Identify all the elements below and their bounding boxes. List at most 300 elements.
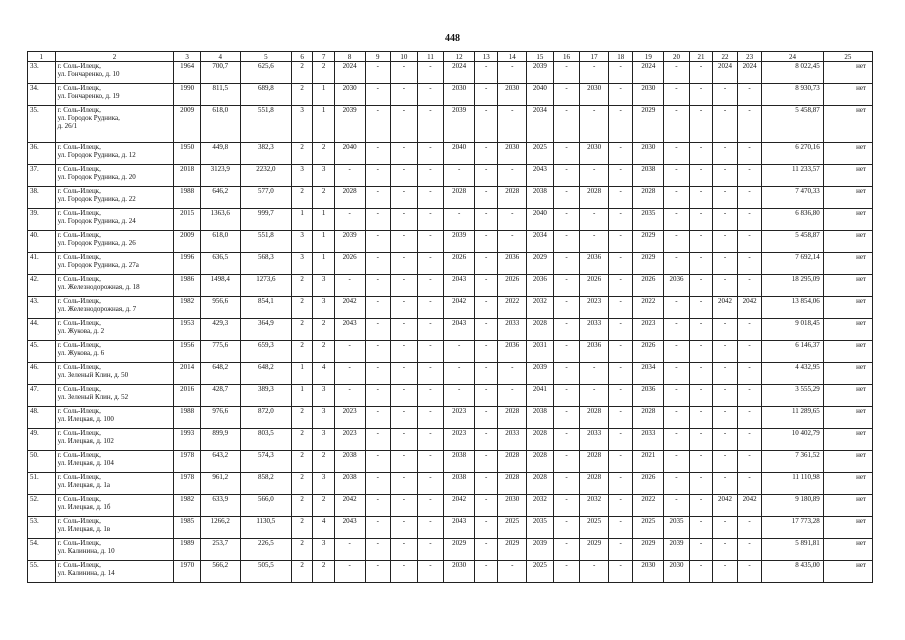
address-line: г. Соль-Илецк, — [57, 495, 101, 503]
address-cell — [55, 253, 174, 275]
address-line: ул. Городок Рудника, д. 12 — [57, 151, 136, 159]
data-cell: 2039 — [527, 363, 554, 385]
column-header-4: 4 — [200, 52, 240, 62]
data-cell: - — [553, 106, 580, 143]
data-cell: - — [498, 231, 527, 253]
address-line: ул. Городок Рудника, — [57, 114, 120, 122]
data-cell: 2 — [291, 429, 312, 451]
row-number: 44. — [28, 319, 56, 341]
data-cell: - — [365, 495, 391, 517]
data-cell: 2028 — [580, 187, 609, 209]
data-cell: 2028 — [580, 451, 609, 473]
data-cell: - — [553, 209, 580, 231]
data-cell: 2026 — [498, 275, 527, 297]
data-cell: 3 — [313, 385, 334, 407]
data-cell: - — [689, 539, 713, 561]
row-number: 40. — [28, 231, 56, 253]
row-number: 55. — [28, 561, 56, 583]
column-header-11: 11 — [417, 52, 444, 62]
data-cell: - — [689, 495, 713, 517]
column-header-16: 16 — [553, 52, 580, 62]
data-cell: 2 — [313, 561, 334, 583]
data-cell: 3 — [313, 165, 334, 187]
data-cell: - — [474, 341, 498, 363]
data-cell: 2033 — [633, 429, 664, 451]
data-cell: 648,2 — [240, 363, 291, 385]
data-cell: 2038 — [334, 473, 365, 495]
data-cell: 2042 — [444, 297, 475, 319]
data-cell: - — [553, 363, 580, 385]
data-cell: 2040 — [334, 143, 365, 165]
address-line: ул. Зеленый Клин, д. 52 — [57, 393, 129, 401]
flag-cell: нет — [823, 451, 872, 473]
data-cell: 2022 — [633, 495, 664, 517]
data-cell: - — [689, 429, 713, 451]
cost-cell: 6 836,80 — [762, 209, 823, 231]
table-row — [28, 297, 873, 319]
data-cell: - — [664, 209, 690, 231]
data-cell: 2043 — [444, 319, 475, 341]
row-number: 42. — [28, 275, 56, 297]
data-cell: 2038 — [334, 451, 365, 473]
row-number: 48. — [28, 407, 56, 429]
address-line: г. Соль-Илецк, — [57, 253, 101, 261]
table-row — [28, 275, 873, 297]
row-number: 45. — [28, 341, 56, 363]
cost-cell: 3 555,29 — [762, 385, 823, 407]
data-cell: 2040 — [444, 143, 475, 165]
data-cell: - — [737, 143, 762, 165]
address-cell — [55, 451, 174, 473]
data-cell: - — [391, 451, 418, 473]
data-cell: 2030 — [664, 561, 690, 583]
address-cell — [55, 143, 174, 165]
address-line: ул. Илецкая, д. 104 — [57, 459, 114, 467]
data-cell: 2 — [313, 62, 334, 84]
data-cell: - — [391, 165, 418, 187]
flag-cell: нет — [823, 106, 872, 143]
table-row — [28, 319, 873, 341]
flag-cell: нет — [823, 253, 872, 275]
data-cell: 2036 — [498, 253, 527, 275]
column-header-17: 17 — [580, 52, 609, 62]
flag-cell: нет — [823, 275, 872, 297]
data-cell: 2042 — [737, 297, 762, 319]
data-cell: 3 — [313, 539, 334, 561]
data-cell: - — [444, 385, 475, 407]
data-cell: - — [553, 451, 580, 473]
data-cell: 1 — [313, 106, 334, 143]
data-cell: - — [664, 62, 690, 84]
cost-cell: 11 233,57 — [762, 165, 823, 187]
data-cell: 2029 — [633, 539, 664, 561]
data-cell: 700,7 — [200, 62, 240, 84]
data-cell: - — [737, 106, 762, 143]
data-cell: 2028 — [498, 407, 527, 429]
data-cell: - — [713, 561, 738, 583]
row-number: 37. — [28, 165, 56, 187]
data-cell: 1363,6 — [200, 209, 240, 231]
cost-cell: 5 891,81 — [762, 539, 823, 561]
data-cell: 2030 — [334, 84, 365, 106]
data-cell: - — [417, 561, 444, 583]
data-cell: - — [365, 407, 391, 429]
data-cell: 2034 — [527, 231, 554, 253]
data-cell: - — [417, 297, 444, 319]
data-cell: - — [498, 561, 527, 583]
column-header-20: 20 — [664, 52, 690, 62]
data-cell: 1 — [313, 231, 334, 253]
data-cell: - — [664, 451, 690, 473]
data-cell: 2 — [291, 495, 312, 517]
data-cell: - — [417, 341, 444, 363]
data-cell: - — [334, 275, 365, 297]
data-cell: - — [417, 143, 444, 165]
data-cell: 1 — [291, 363, 312, 385]
data-cell: 636,5 — [200, 253, 240, 275]
row-number: 38. — [28, 187, 56, 209]
data-cell: 2016 — [174, 385, 201, 407]
data-cell: - — [334, 209, 365, 231]
flag-cell: нет — [823, 231, 872, 253]
data-cell: - — [689, 84, 713, 106]
data-cell: - — [713, 187, 738, 209]
data-cell: 872,0 — [240, 407, 291, 429]
data-cell: - — [608, 561, 633, 583]
cost-cell: 10 402,79 — [762, 429, 823, 451]
row-number: 41. — [28, 253, 56, 275]
data-cell: - — [417, 275, 444, 297]
address-line: ул. Городок Рудника, д. 26 — [57, 239, 136, 247]
data-cell: 2036 — [633, 385, 664, 407]
data-cell: 2024 — [334, 62, 365, 84]
address-line: г. Соль-Илецк, — [57, 275, 101, 283]
data-cell: - — [713, 231, 738, 253]
data-cell: 961,2 — [200, 473, 240, 495]
address-line: ул. Городок Рудника, д. 27а — [57, 261, 139, 269]
data-cell: - — [474, 561, 498, 583]
data-cell: - — [580, 231, 609, 253]
data-cell: 389,3 — [240, 385, 291, 407]
data-cell: - — [365, 517, 391, 539]
data-cell: 2025 — [527, 561, 554, 583]
data-cell: - — [417, 539, 444, 561]
data-cell: 2032 — [580, 495, 609, 517]
data-cell: - — [417, 407, 444, 429]
data-cell: 1953 — [174, 319, 201, 341]
data-cell: - — [689, 517, 713, 539]
data-cell: 2025 — [498, 517, 527, 539]
data-cell: - — [689, 473, 713, 495]
data-cell: 4 — [313, 517, 334, 539]
data-cell: 1993 — [174, 429, 201, 451]
data-cell: - — [474, 539, 498, 561]
data-cell: - — [417, 84, 444, 106]
data-cell: 1985 — [174, 517, 201, 539]
column-header-21: 21 — [689, 52, 713, 62]
data-cell: 2042 — [737, 495, 762, 517]
data-cell: 1996 — [174, 253, 201, 275]
data-cell: - — [553, 62, 580, 84]
column-header-3: 3 — [174, 52, 201, 62]
data-cell: - — [334, 561, 365, 583]
flag-cell: нет — [823, 165, 872, 187]
cost-cell: 6 146,37 — [762, 341, 823, 363]
data-cell: - — [391, 385, 418, 407]
data-cell: - — [391, 495, 418, 517]
data-cell: - — [664, 429, 690, 451]
data-cell: 3 — [313, 429, 334, 451]
data-cell: - — [365, 297, 391, 319]
data-cell: - — [689, 297, 713, 319]
data-cell: 1 — [313, 84, 334, 106]
address-line: г. Соль-Илецк, — [57, 429, 101, 437]
data-cell: 3 — [313, 275, 334, 297]
data-cell: - — [417, 495, 444, 517]
cost-cell: 5 458,87 — [762, 106, 823, 143]
data-cell: - — [664, 297, 690, 319]
address-cell — [55, 319, 174, 341]
data-cell: - — [737, 363, 762, 385]
data-cell: 618,0 — [200, 106, 240, 143]
data-cell: 2028 — [498, 473, 527, 495]
data-cell: 2028 — [498, 187, 527, 209]
data-cell: - — [553, 187, 580, 209]
data-cell: 2030 — [633, 561, 664, 583]
data-cell: - — [391, 341, 418, 363]
column-header-23: 23 — [737, 52, 762, 62]
data-cell: 646,2 — [200, 187, 240, 209]
address-cell — [55, 539, 174, 561]
data-cell: - — [553, 297, 580, 319]
data-cell: - — [553, 385, 580, 407]
address-line: г. Соль-Илецк, — [57, 341, 101, 349]
data-cell: 2232,0 — [240, 165, 291, 187]
data-cell: - — [391, 429, 418, 451]
address-cell — [55, 84, 174, 106]
data-cell: - — [689, 319, 713, 341]
table-row — [28, 106, 873, 143]
column-header-2: 2 — [55, 52, 174, 62]
data-cell: 2033 — [498, 429, 527, 451]
table-row — [28, 253, 873, 275]
data-cell: - — [664, 84, 690, 106]
data-cell: 633,9 — [200, 495, 240, 517]
data-cell: 2039 — [527, 62, 554, 84]
data-cell: 2021 — [633, 451, 664, 473]
data-cell: - — [689, 451, 713, 473]
data-cell: 2028 — [527, 319, 554, 341]
data-cell: 2043 — [444, 275, 475, 297]
data-cell: 2030 — [498, 143, 527, 165]
row-number: 35. — [28, 106, 56, 143]
column-header-22: 22 — [713, 52, 738, 62]
data-cell: - — [737, 84, 762, 106]
data-cell: 3 — [313, 407, 334, 429]
data-cell: - — [498, 209, 527, 231]
data-cell: - — [474, 275, 498, 297]
data-cell: - — [365, 473, 391, 495]
address-line: г. Соль-Илецк, — [57, 407, 101, 415]
data-cell: 2014 — [174, 363, 201, 385]
data-cell: - — [334, 385, 365, 407]
data-cell: 2039 — [444, 106, 475, 143]
flag-cell: нет — [823, 341, 872, 363]
data-cell: 3 — [313, 297, 334, 319]
address-line: г. Соль-Илецк, — [57, 106, 101, 114]
data-cell: - — [737, 517, 762, 539]
data-cell: - — [713, 539, 738, 561]
data-cell: - — [391, 62, 418, 84]
data-cell: 2025 — [633, 517, 664, 539]
data-cell: 2031 — [527, 341, 554, 363]
data-cell: - — [713, 319, 738, 341]
data-cell: 2033 — [580, 319, 609, 341]
data-cell: - — [553, 253, 580, 275]
data-cell: - — [608, 253, 633, 275]
data-cell: - — [365, 429, 391, 451]
data-cell: 2028 — [527, 451, 554, 473]
data-cell: - — [474, 385, 498, 407]
data-cell: - — [498, 106, 527, 143]
data-cell: 618,0 — [200, 231, 240, 253]
data-cell: 999,7 — [240, 209, 291, 231]
data-cell: - — [580, 106, 609, 143]
table-row — [28, 385, 873, 407]
data-cell: - — [737, 429, 762, 451]
address-line: г. Соль-Илецк, — [57, 363, 101, 371]
data-cell: - — [737, 187, 762, 209]
data-cell: - — [365, 385, 391, 407]
data-cell: - — [664, 407, 690, 429]
data-cell: 2 — [313, 451, 334, 473]
address-line: г. Соль-Илецк, — [57, 451, 101, 459]
data-cell: 2030 — [633, 84, 664, 106]
data-cell: 2 — [291, 451, 312, 473]
data-cell: - — [391, 539, 418, 561]
data-cell: 3 — [291, 231, 312, 253]
data-cell: 2026 — [334, 253, 365, 275]
data-cell: - — [737, 231, 762, 253]
page-number: 448 — [445, 33, 460, 44]
data-cell: 2035 — [664, 517, 690, 539]
data-cell: - — [498, 385, 527, 407]
data-cell: 2029 — [633, 106, 664, 143]
address-line: ул. Гончаренко, д. 10 — [57, 70, 120, 78]
data-cell: 2026 — [633, 275, 664, 297]
data-cell: - — [689, 341, 713, 363]
data-cell: 2 — [291, 84, 312, 106]
data-cell: - — [689, 253, 713, 275]
data-cell: - — [608, 106, 633, 143]
data-cell: - — [664, 473, 690, 495]
data-cell: - — [417, 209, 444, 231]
data-cell: - — [391, 363, 418, 385]
data-cell: 2018 — [174, 165, 201, 187]
data-cell: 2038 — [444, 451, 475, 473]
data-cell: - — [365, 539, 391, 561]
address-line: г. Соль-Илецк, — [57, 231, 101, 239]
data-cell: - — [474, 106, 498, 143]
data-cell: - — [608, 429, 633, 451]
data-cell: - — [391, 253, 418, 275]
flag-cell: нет — [823, 407, 872, 429]
data-cell: 2 — [291, 539, 312, 561]
housing-repair-table — [27, 51, 873, 583]
data-cell: - — [365, 363, 391, 385]
address-cell — [55, 275, 174, 297]
data-cell: - — [737, 539, 762, 561]
data-cell: 2039 — [444, 231, 475, 253]
data-cell: - — [498, 165, 527, 187]
data-cell: - — [553, 84, 580, 106]
data-cell: 976,6 — [200, 407, 240, 429]
data-cell: 2029 — [498, 539, 527, 561]
address-line: г. Соль-Илецк, — [57, 385, 101, 393]
data-cell: - — [664, 187, 690, 209]
column-header-25: 25 — [823, 52, 872, 62]
data-cell: 2036 — [527, 275, 554, 297]
row-number: 46. — [28, 363, 56, 385]
row-number: 39. — [28, 209, 56, 231]
data-cell: 2 — [291, 517, 312, 539]
cost-cell: 8 930,73 — [762, 84, 823, 106]
data-cell: 854,1 — [240, 297, 291, 319]
data-cell: - — [713, 517, 738, 539]
data-cell: - — [608, 341, 633, 363]
data-cell: - — [580, 209, 609, 231]
data-cell: - — [553, 231, 580, 253]
data-cell: 2030 — [444, 561, 475, 583]
flag-cell: нет — [823, 187, 872, 209]
data-cell: 2023 — [580, 297, 609, 319]
data-cell: - — [737, 451, 762, 473]
data-cell: - — [664, 319, 690, 341]
data-cell: 566,2 — [200, 561, 240, 583]
data-cell: 2 — [313, 495, 334, 517]
data-cell: 2022 — [498, 297, 527, 319]
row-number: 50. — [28, 451, 56, 473]
address-line: г. Соль-Илецк, — [57, 517, 101, 525]
data-cell: - — [474, 187, 498, 209]
data-cell: - — [365, 231, 391, 253]
data-cell: 253,7 — [200, 539, 240, 561]
address-cell — [55, 106, 174, 143]
column-header-8: 8 — [334, 52, 365, 62]
row-number: 54. — [28, 539, 56, 561]
column-header-15: 15 — [527, 52, 554, 62]
data-cell: - — [417, 231, 444, 253]
data-cell: 1130,5 — [240, 517, 291, 539]
data-cell: - — [689, 561, 713, 583]
data-cell: - — [474, 429, 498, 451]
data-cell: - — [689, 363, 713, 385]
address-line: ул. Жукова, д. 2 — [57, 327, 105, 335]
column-header-13: 13 — [474, 52, 498, 62]
data-cell: 2032 — [527, 297, 554, 319]
data-cell: 803,5 — [240, 429, 291, 451]
data-cell: - — [417, 363, 444, 385]
data-cell: - — [689, 231, 713, 253]
data-cell: 2039 — [334, 106, 365, 143]
data-cell: - — [553, 561, 580, 583]
data-cell: 2043 — [527, 165, 554, 187]
cost-cell: 11 289,65 — [762, 407, 823, 429]
data-cell: - — [391, 297, 418, 319]
address-line: г. Соль-Илецк, — [57, 319, 101, 327]
data-cell: 2028 — [580, 407, 609, 429]
row-number: 33. — [28, 62, 56, 84]
